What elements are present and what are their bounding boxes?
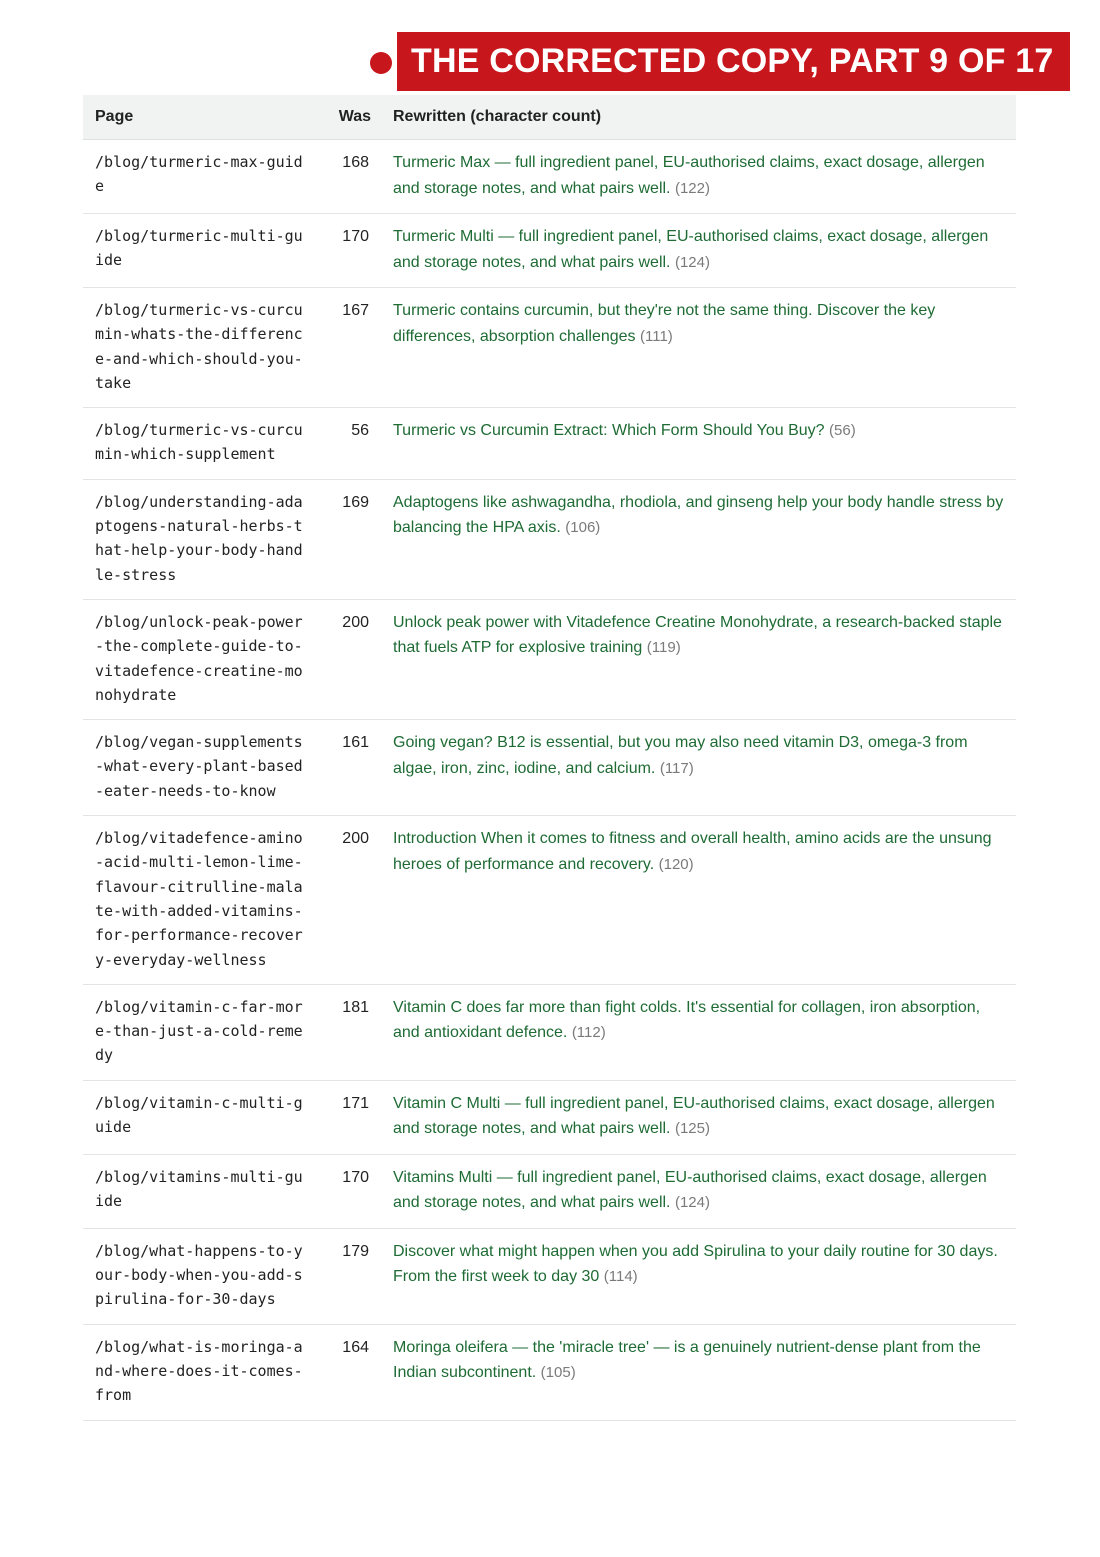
- character-count: (124): [674, 253, 710, 271]
- character-count: (120): [658, 855, 694, 873]
- page-path-cell: /blog/vegan-supplements-what-every-plant-based-eater-needs-to-know: [83, 720, 323, 816]
- was-count-cell: 169: [323, 479, 381, 599]
- was-count-cell: 200: [323, 816, 381, 985]
- rewritten-cell: [381, 288, 1016, 408]
- rewritten-cell: [381, 140, 1016, 214]
- rewritten-cell: [381, 599, 1016, 719]
- table-row: [83, 984, 1016, 1080]
- column-header-page: Page: [83, 95, 323, 140]
- rewritten-text: Introduction When it comes to fitness and overall health, amino acids are the unsung heroes of performance and recovery.: [393, 830, 992, 873]
- table-row: [83, 816, 1016, 985]
- character-count: (112): [571, 1024, 606, 1042]
- page-path-cell: /blog/vitamin-c-far-more-than-just-a-cold-remedy: [83, 984, 323, 1080]
- was-count-cell: 56: [323, 408, 381, 480]
- character-count: (117): [659, 759, 694, 777]
- was-count-cell: 171: [323, 1080, 381, 1154]
- rewritten-text: Moringa oleifera — the 'miracle tree' — is a genuinely nutrient-dense plant from the Indian subcontinent.: [393, 1338, 981, 1382]
- character-count: (105): [540, 1364, 576, 1382]
- was-count-cell: 161: [323, 720, 381, 816]
- rewritten-cell: [381, 984, 1016, 1080]
- rewritten-text: Going vegan? B12 is essential, but you may also need vitamin D3, omega-3 from algae, iron, zinc, iodine, and calcium.: [393, 734, 968, 777]
- table-row: [83, 720, 1016, 816]
- table-row: [83, 214, 1016, 288]
- page-path-cell: /blog/turmeric-max-guide: [83, 140, 323, 214]
- table-row: [83, 408, 1016, 480]
- rewritten-text: Turmeric vs Curcumin Extract: Which Form Should You Buy?: [393, 422, 825, 440]
- table-row: [83, 288, 1016, 408]
- character-count: (125): [674, 1120, 710, 1138]
- rewritten-text: Vitamin C Multi — full ingredient panel, EU-authorised claims, exact dosage, allergen and storage notes, and what pairs well.: [393, 1094, 995, 1138]
- page-path-cell: /blog/vitamins-multi-guide: [83, 1154, 323, 1228]
- column-header-rewritten: Rewritten (character count): [381, 95, 1016, 140]
- character-count: (124): [674, 1194, 710, 1212]
- rewritten-text: Vitamins Multi — full ingredient panel, EU-authorised claims, exact dosage, allergen and storage notes, and what pairs well.: [393, 1168, 987, 1212]
- table-row: [83, 1324, 1016, 1420]
- character-count: (122): [674, 179, 710, 197]
- red-dot-icon: [370, 52, 392, 74]
- table-row: [83, 479, 1016, 599]
- page-path-cell: /blog/turmeric-vs-curcumin-whats-the-difference-and-which-should-you-take: [83, 288, 323, 408]
- rewritten-cell: [381, 720, 1016, 816]
- page-path-cell: /blog/unlock-peak-power-the-complete-guide-to-vitadefence-creatine-monohydrate: [83, 599, 323, 719]
- was-count-cell: 170: [323, 1154, 381, 1228]
- table-header-row: [83, 95, 1016, 140]
- page-title-banner: [397, 32, 1070, 91]
- character-count: (56): [829, 422, 856, 440]
- rewritten-text: Unlock peak power with Vitadefence Creatine Monohydrate, a research-backed staple that fuels ATP for explosive training: [393, 613, 1002, 657]
- was-count-cell: 168: [323, 140, 381, 214]
- rewritten-cell: [381, 214, 1016, 288]
- was-count-cell: 167: [323, 288, 381, 408]
- column-header-was: Was: [323, 95, 381, 140]
- page-path-cell: /blog/understanding-adaptogens-natural-herbs-that-help-your-body-handle-stress: [83, 479, 323, 599]
- rewritten-text: Turmeric Max — full ingredient panel, EU-authorised claims, exact dosage, allergen and storage notes, and what pairs well.: [393, 154, 985, 197]
- table-row: [83, 599, 1016, 719]
- was-count-cell: 200: [323, 599, 381, 719]
- was-count-cell: 181: [323, 984, 381, 1080]
- character-count: (119): [646, 639, 681, 657]
- page-path-cell: /blog/turmeric-vs-curcumin-which-supplement: [83, 408, 323, 480]
- character-count: (114): [603, 1268, 638, 1286]
- character-count: (111): [639, 327, 673, 345]
- table-row: [83, 1080, 1016, 1154]
- rewritten-text: Turmeric Multi — full ingredient panel, EU-authorised claims, exact dosage, allergen and storage notes, and what pairs well.: [393, 228, 989, 271]
- page-path-cell: /blog/vitadefence-amino-acid-multi-lemon-lime-flavour-citrulline-malate-with-added-vitamins-for-performance-recovery-everyday-wellness: [83, 816, 323, 985]
- rewritten-cell: [381, 479, 1016, 599]
- was-count-cell: 164: [323, 1324, 381, 1420]
- was-count-cell: 170: [323, 214, 381, 288]
- rewrite-table: [83, 95, 1016, 1421]
- rewritten-cell: [381, 1324, 1016, 1420]
- table-row: [83, 1154, 1016, 1228]
- page-path-cell: /blog/what-is-moringa-and-where-does-it-comes-from: [83, 1324, 323, 1420]
- rewritten-text: Adaptogens like ashwagandha, rhodiola, and ginseng help your body handle stress by balancing the HPA axis.: [393, 493, 1004, 537]
- was-count-cell: 179: [323, 1228, 381, 1324]
- rewritten-cell: [381, 1080, 1016, 1154]
- page-path-cell: /blog/what-happens-to-your-body-when-you-add-spirulina-for-30-days: [83, 1228, 323, 1324]
- page-path-cell: /blog/turmeric-multi-guide: [83, 214, 323, 288]
- rewritten-cell: [381, 816, 1016, 985]
- rewritten-text: Vitamin C does far more than fight colds. It's essential for collagen, iron absorption, and antioxidant defence.: [393, 998, 981, 1042]
- rewritten-text: Discover what might happen when you add Spirulina to your daily routine for 30 days. From the first week to day 30: [393, 1242, 998, 1286]
- character-count: (106): [565, 519, 601, 537]
- table-row: [83, 140, 1016, 214]
- rewritten-text: Turmeric contains curcumin, but they're not the same thing. Discover the key differences, absorption challenges: [393, 302, 936, 345]
- page-path-cell: /blog/vitamin-c-multi-guide: [83, 1080, 323, 1154]
- table-row: [83, 1228, 1016, 1324]
- rewritten-cell: [381, 1154, 1016, 1228]
- page-title: THE CORRECTED COPY, PART 9 OF 17: [411, 42, 1054, 80]
- rewritten-cell: [381, 408, 1016, 480]
- rewritten-cell: [381, 1228, 1016, 1324]
